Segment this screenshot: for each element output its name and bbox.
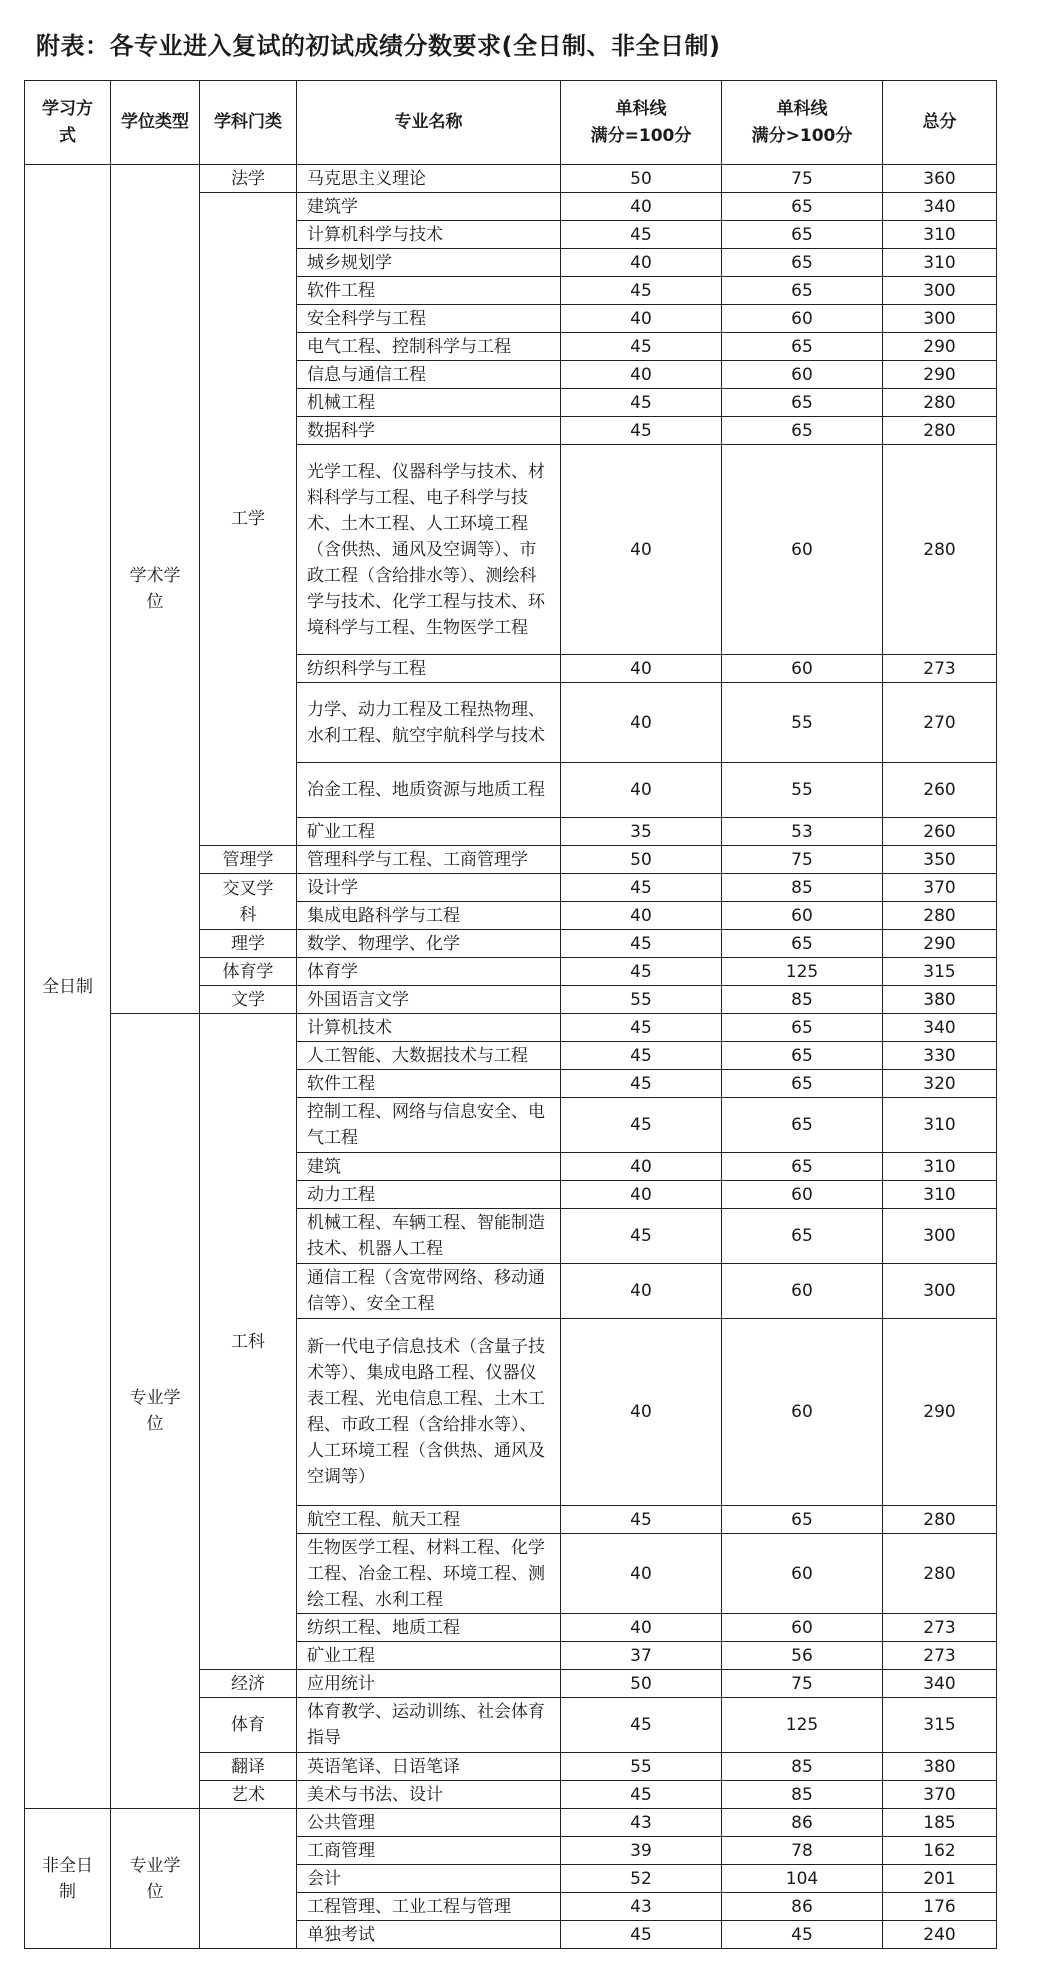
total-cell: 350 (883, 846, 997, 874)
category-cell: 法学 (200, 165, 297, 193)
single-100-cell: 40 (561, 1534, 722, 1614)
single-gt100-cell: 56 (722, 1642, 883, 1670)
single-gt100-cell: 75 (722, 846, 883, 874)
major-cell: 马克思主义理论 (297, 165, 561, 193)
major-cell: 会计 (297, 1865, 561, 1893)
single-gt100-cell: 65 (722, 1153, 883, 1181)
single-gt100-cell: 65 (722, 1070, 883, 1098)
category-cell (200, 1809, 297, 1949)
header-row (25, 81, 997, 165)
single-100-cell: 45 (561, 1014, 722, 1042)
single-100-cell: 40 (561, 1153, 722, 1181)
major-cell: 管理科学与工程、工商管理学 (297, 846, 561, 874)
single-100-cell: 45 (561, 1781, 722, 1809)
single-100-cell: 52 (561, 1865, 722, 1893)
single-gt100-cell: 65 (722, 277, 883, 305)
total-cell: 310 (883, 1098, 997, 1153)
major-cell: 英语笔译、日语笔译 (297, 1753, 561, 1781)
single-100-cell: 45 (561, 1921, 722, 1949)
table-row (25, 1014, 997, 1042)
single-100-cell: 40 (561, 902, 722, 930)
major-cell: 通信工程（含宽带网络、移动通信等）、安全工程 (297, 1264, 561, 1319)
total-cell: 280 (883, 1534, 997, 1614)
category-cell: 理学 (200, 930, 297, 958)
category-cell: 工学 (200, 193, 297, 846)
single-gt100-cell: 65 (722, 193, 883, 221)
single-100-cell: 45 (561, 417, 722, 445)
single-100-cell: 43 (561, 1809, 722, 1837)
single-100-cell: 45 (561, 221, 722, 249)
category-cell: 管理学 (200, 846, 297, 874)
single-100-cell: 37 (561, 1642, 722, 1670)
major-cell: 航空工程、航天工程 (297, 1506, 561, 1534)
total-cell: 270 (883, 683, 997, 763)
single-gt100-cell: 75 (722, 165, 883, 193)
total-cell: 260 (883, 763, 997, 818)
single-100-cell: 45 (561, 1209, 722, 1264)
category-cell: 文学 (200, 986, 297, 1014)
total-cell: 340 (883, 1014, 997, 1042)
major-cell: 数据科学 (297, 417, 561, 445)
single-gt100-cell: 86 (722, 1809, 883, 1837)
single-100-cell: 40 (561, 361, 722, 389)
single-100-cell: 40 (561, 683, 722, 763)
category-cell: 翻译 (200, 1753, 297, 1781)
single-gt100-cell: 85 (722, 986, 883, 1014)
major-cell: 单独考试 (297, 1921, 561, 1949)
major-cell: 矿业工程 (297, 818, 561, 846)
category-cell: 交叉学科 (200, 874, 297, 930)
single-100-cell: 45 (561, 1098, 722, 1153)
major-cell: 动力工程 (297, 1181, 561, 1209)
total-cell: 280 (883, 417, 997, 445)
total-cell: 300 (883, 1209, 997, 1264)
single-100-cell: 45 (561, 1698, 722, 1753)
total-cell: 290 (883, 333, 997, 361)
single-gt100-cell: 55 (722, 763, 883, 818)
total-cell: 315 (883, 958, 997, 986)
major-cell: 设计学 (297, 874, 561, 902)
degree-type-cell: 学术学位 (111, 165, 200, 1014)
major-cell: 体育教学、运动训练、社会体育指导 (297, 1698, 561, 1753)
major-cell: 美术与书法、设计 (297, 1781, 561, 1809)
single-100-cell: 45 (561, 389, 722, 417)
total-cell: 300 (883, 305, 997, 333)
header-major: 专业名称 (297, 81, 561, 165)
major-cell: 软件工程 (297, 1070, 561, 1098)
total-cell: 340 (883, 193, 997, 221)
major-cell: 纺织科学与工程 (297, 655, 561, 683)
header-degree-type: 学位类型 (111, 81, 200, 165)
single-100-cell: 35 (561, 818, 722, 846)
total-cell: 280 (883, 1506, 997, 1534)
single-100-cell: 45 (561, 874, 722, 902)
single-100-cell: 45 (561, 333, 722, 361)
total-cell: 273 (883, 655, 997, 683)
degree-type-cell: 专业学位 (111, 1809, 200, 1949)
total-cell: 273 (883, 1614, 997, 1642)
total-cell: 370 (883, 874, 997, 902)
total-cell: 280 (883, 445, 997, 655)
major-cell: 计算机科学与技术 (297, 221, 561, 249)
single-100-cell: 45 (561, 277, 722, 305)
single-gt100-cell: 65 (722, 1098, 883, 1153)
single-gt100-cell: 60 (722, 902, 883, 930)
major-cell: 软件工程 (297, 277, 561, 305)
major-cell: 工程管理、工业工程与管理 (297, 1893, 561, 1921)
major-cell: 纺织工程、地质工程 (297, 1614, 561, 1642)
single-gt100-cell: 60 (722, 1264, 883, 1319)
total-cell: 260 (883, 818, 997, 846)
single-100-cell: 40 (561, 1319, 722, 1506)
total-cell: 310 (883, 221, 997, 249)
total-cell: 290 (883, 930, 997, 958)
single-gt100-cell: 60 (722, 1319, 883, 1506)
total-cell: 370 (883, 1781, 997, 1809)
single-gt100-cell: 75 (722, 1670, 883, 1698)
total-cell: 162 (883, 1837, 997, 1865)
single-gt100-cell: 60 (722, 1614, 883, 1642)
single-gt100-cell: 60 (722, 1534, 883, 1614)
single-gt100-cell: 125 (722, 1698, 883, 1753)
total-cell: 300 (883, 277, 997, 305)
single-gt100-cell: 65 (722, 1209, 883, 1264)
study-mode-cell: 非全日制 (25, 1809, 111, 1949)
score-table (24, 80, 997, 1949)
single-100-cell: 40 (561, 1181, 722, 1209)
major-cell: 新一代电子信息技术（含量子技术等）、集成电路工程、仪器仪表工程、光电信息工程、土木工程、市政工程（含给排水等）、人工环境工程（含供热、通风及空调等） (297, 1319, 561, 1506)
single-gt100-cell: 85 (722, 1781, 883, 1809)
header-study-mode: 学习方式 (25, 81, 111, 165)
study-mode-cell: 全日制 (25, 165, 111, 1809)
total-cell: 340 (883, 1670, 997, 1698)
major-cell: 机械工程、车辆工程、智能制造技术、机器人工程 (297, 1209, 561, 1264)
degree-type-cell: 专业学位 (111, 1014, 200, 1809)
major-cell: 力学、动力工程及工程热物理、水利工程、航空宇航科学与技术 (297, 683, 561, 763)
major-cell: 机械工程 (297, 389, 561, 417)
category-cell: 工科 (200, 1014, 297, 1670)
single-100-cell: 45 (561, 930, 722, 958)
single-gt100-cell: 65 (722, 1042, 883, 1070)
single-100-cell: 40 (561, 305, 722, 333)
major-cell: 光学工程、仪器科学与技术、材料科学与工程、电子科学与技术、土木工程、人工环境工程（含供热、通风及空调等）、市政工程（含给排水等）、测绘科学与技术、化学工程与技术、环境科学与工程、生物医学工程 (297, 445, 561, 655)
total-cell: 310 (883, 1153, 997, 1181)
major-cell: 工商管理 (297, 1837, 561, 1865)
single-gt100-cell: 125 (722, 958, 883, 986)
single-gt100-cell: 85 (722, 1753, 883, 1781)
category-cell: 艺术 (200, 1781, 297, 1809)
header-single-gt100: 单科线 满分>100分 (722, 81, 883, 165)
header-single-100: 单科线 满分=100分 (561, 81, 722, 165)
single-100-cell: 55 (561, 986, 722, 1014)
single-gt100-cell: 65 (722, 930, 883, 958)
category-cell: 体育学 (200, 958, 297, 986)
single-100-cell: 40 (561, 763, 722, 818)
single-gt100-cell: 78 (722, 1837, 883, 1865)
major-cell: 建筑学 (297, 193, 561, 221)
major-cell: 外国语言文学 (297, 986, 561, 1014)
major-cell: 计算机技术 (297, 1014, 561, 1042)
single-100-cell: 45 (561, 1506, 722, 1534)
category-cell: 经济 (200, 1670, 297, 1698)
major-cell: 城乡规划学 (297, 249, 561, 277)
total-cell: 240 (883, 1921, 997, 1949)
single-100-cell: 40 (561, 249, 722, 277)
single-100-cell: 40 (561, 655, 722, 683)
single-100-cell: 40 (561, 193, 722, 221)
total-cell: 380 (883, 986, 997, 1014)
single-gt100-cell: 45 (722, 1921, 883, 1949)
single-100-cell: 40 (561, 1264, 722, 1319)
single-gt100-cell: 65 (722, 1014, 883, 1042)
single-100-cell: 39 (561, 1837, 722, 1865)
table-row (25, 165, 997, 193)
total-cell: 330 (883, 1042, 997, 1070)
single-gt100-cell: 65 (722, 249, 883, 277)
major-cell: 冶金工程、地质资源与地质工程 (297, 763, 561, 818)
major-cell: 公共管理 (297, 1809, 561, 1837)
major-cell: 矿业工程 (297, 1642, 561, 1670)
single-100-cell: 50 (561, 1670, 722, 1698)
total-cell: 280 (883, 902, 997, 930)
major-cell: 集成电路科学与工程 (297, 902, 561, 930)
major-cell: 电气工程、控制科学与工程 (297, 333, 561, 361)
single-gt100-cell: 104 (722, 1865, 883, 1893)
total-cell: 300 (883, 1264, 997, 1319)
single-gt100-cell: 65 (722, 333, 883, 361)
major-cell: 安全科学与工程 (297, 305, 561, 333)
total-cell: 290 (883, 1319, 997, 1506)
total-cell: 310 (883, 1181, 997, 1209)
major-cell: 体育学 (297, 958, 561, 986)
single-100-cell: 45 (561, 958, 722, 986)
single-gt100-cell: 65 (722, 417, 883, 445)
single-gt100-cell: 85 (722, 874, 883, 902)
total-cell: 201 (883, 1865, 997, 1893)
major-cell: 数学、物理学、化学 (297, 930, 561, 958)
table-row (25, 1809, 997, 1837)
single-100-cell: 50 (561, 165, 722, 193)
single-gt100-cell: 60 (722, 361, 883, 389)
single-100-cell: 45 (561, 1042, 722, 1070)
total-cell: 290 (883, 361, 997, 389)
single-gt100-cell: 65 (722, 1506, 883, 1534)
single-gt100-cell: 55 (722, 683, 883, 763)
major-cell: 建筑 (297, 1153, 561, 1181)
single-100-cell: 40 (561, 445, 722, 655)
total-cell: 280 (883, 389, 997, 417)
single-100-cell: 55 (561, 1753, 722, 1781)
total-cell: 380 (883, 1753, 997, 1781)
single-gt100-cell: 86 (722, 1893, 883, 1921)
single-gt100-cell: 65 (722, 221, 883, 249)
single-100-cell: 40 (561, 1614, 722, 1642)
total-cell: 320 (883, 1070, 997, 1098)
header-category: 学科门类 (200, 81, 297, 165)
single-gt100-cell: 60 (722, 445, 883, 655)
single-gt100-cell: 53 (722, 818, 883, 846)
header-total: 总分 (883, 81, 997, 165)
major-cell: 信息与通信工程 (297, 361, 561, 389)
single-gt100-cell: 60 (722, 655, 883, 683)
page-title: 附表：各专业进入复试的初试成绩分数要求(全日制、非全日制) (36, 32, 721, 60)
total-cell: 315 (883, 1698, 997, 1753)
single-gt100-cell: 60 (722, 305, 883, 333)
single-100-cell: 50 (561, 846, 722, 874)
major-cell: 控制工程、网络与信息安全、电气工程 (297, 1098, 561, 1153)
major-cell: 生物医学工程、材料工程、化学工程、冶金工程、环境工程、测绘工程、水利工程 (297, 1534, 561, 1614)
total-cell: 360 (883, 165, 997, 193)
category-cell: 体育 (200, 1698, 297, 1753)
total-cell: 176 (883, 1893, 997, 1921)
single-100-cell: 43 (561, 1893, 722, 1921)
major-cell: 应用统计 (297, 1670, 561, 1698)
total-cell: 310 (883, 249, 997, 277)
single-gt100-cell: 65 (722, 389, 883, 417)
major-cell: 人工智能、大数据技术与工程 (297, 1042, 561, 1070)
total-cell: 273 (883, 1642, 997, 1670)
total-cell: 185 (883, 1809, 997, 1837)
single-gt100-cell: 60 (722, 1181, 883, 1209)
single-100-cell: 45 (561, 1070, 722, 1098)
